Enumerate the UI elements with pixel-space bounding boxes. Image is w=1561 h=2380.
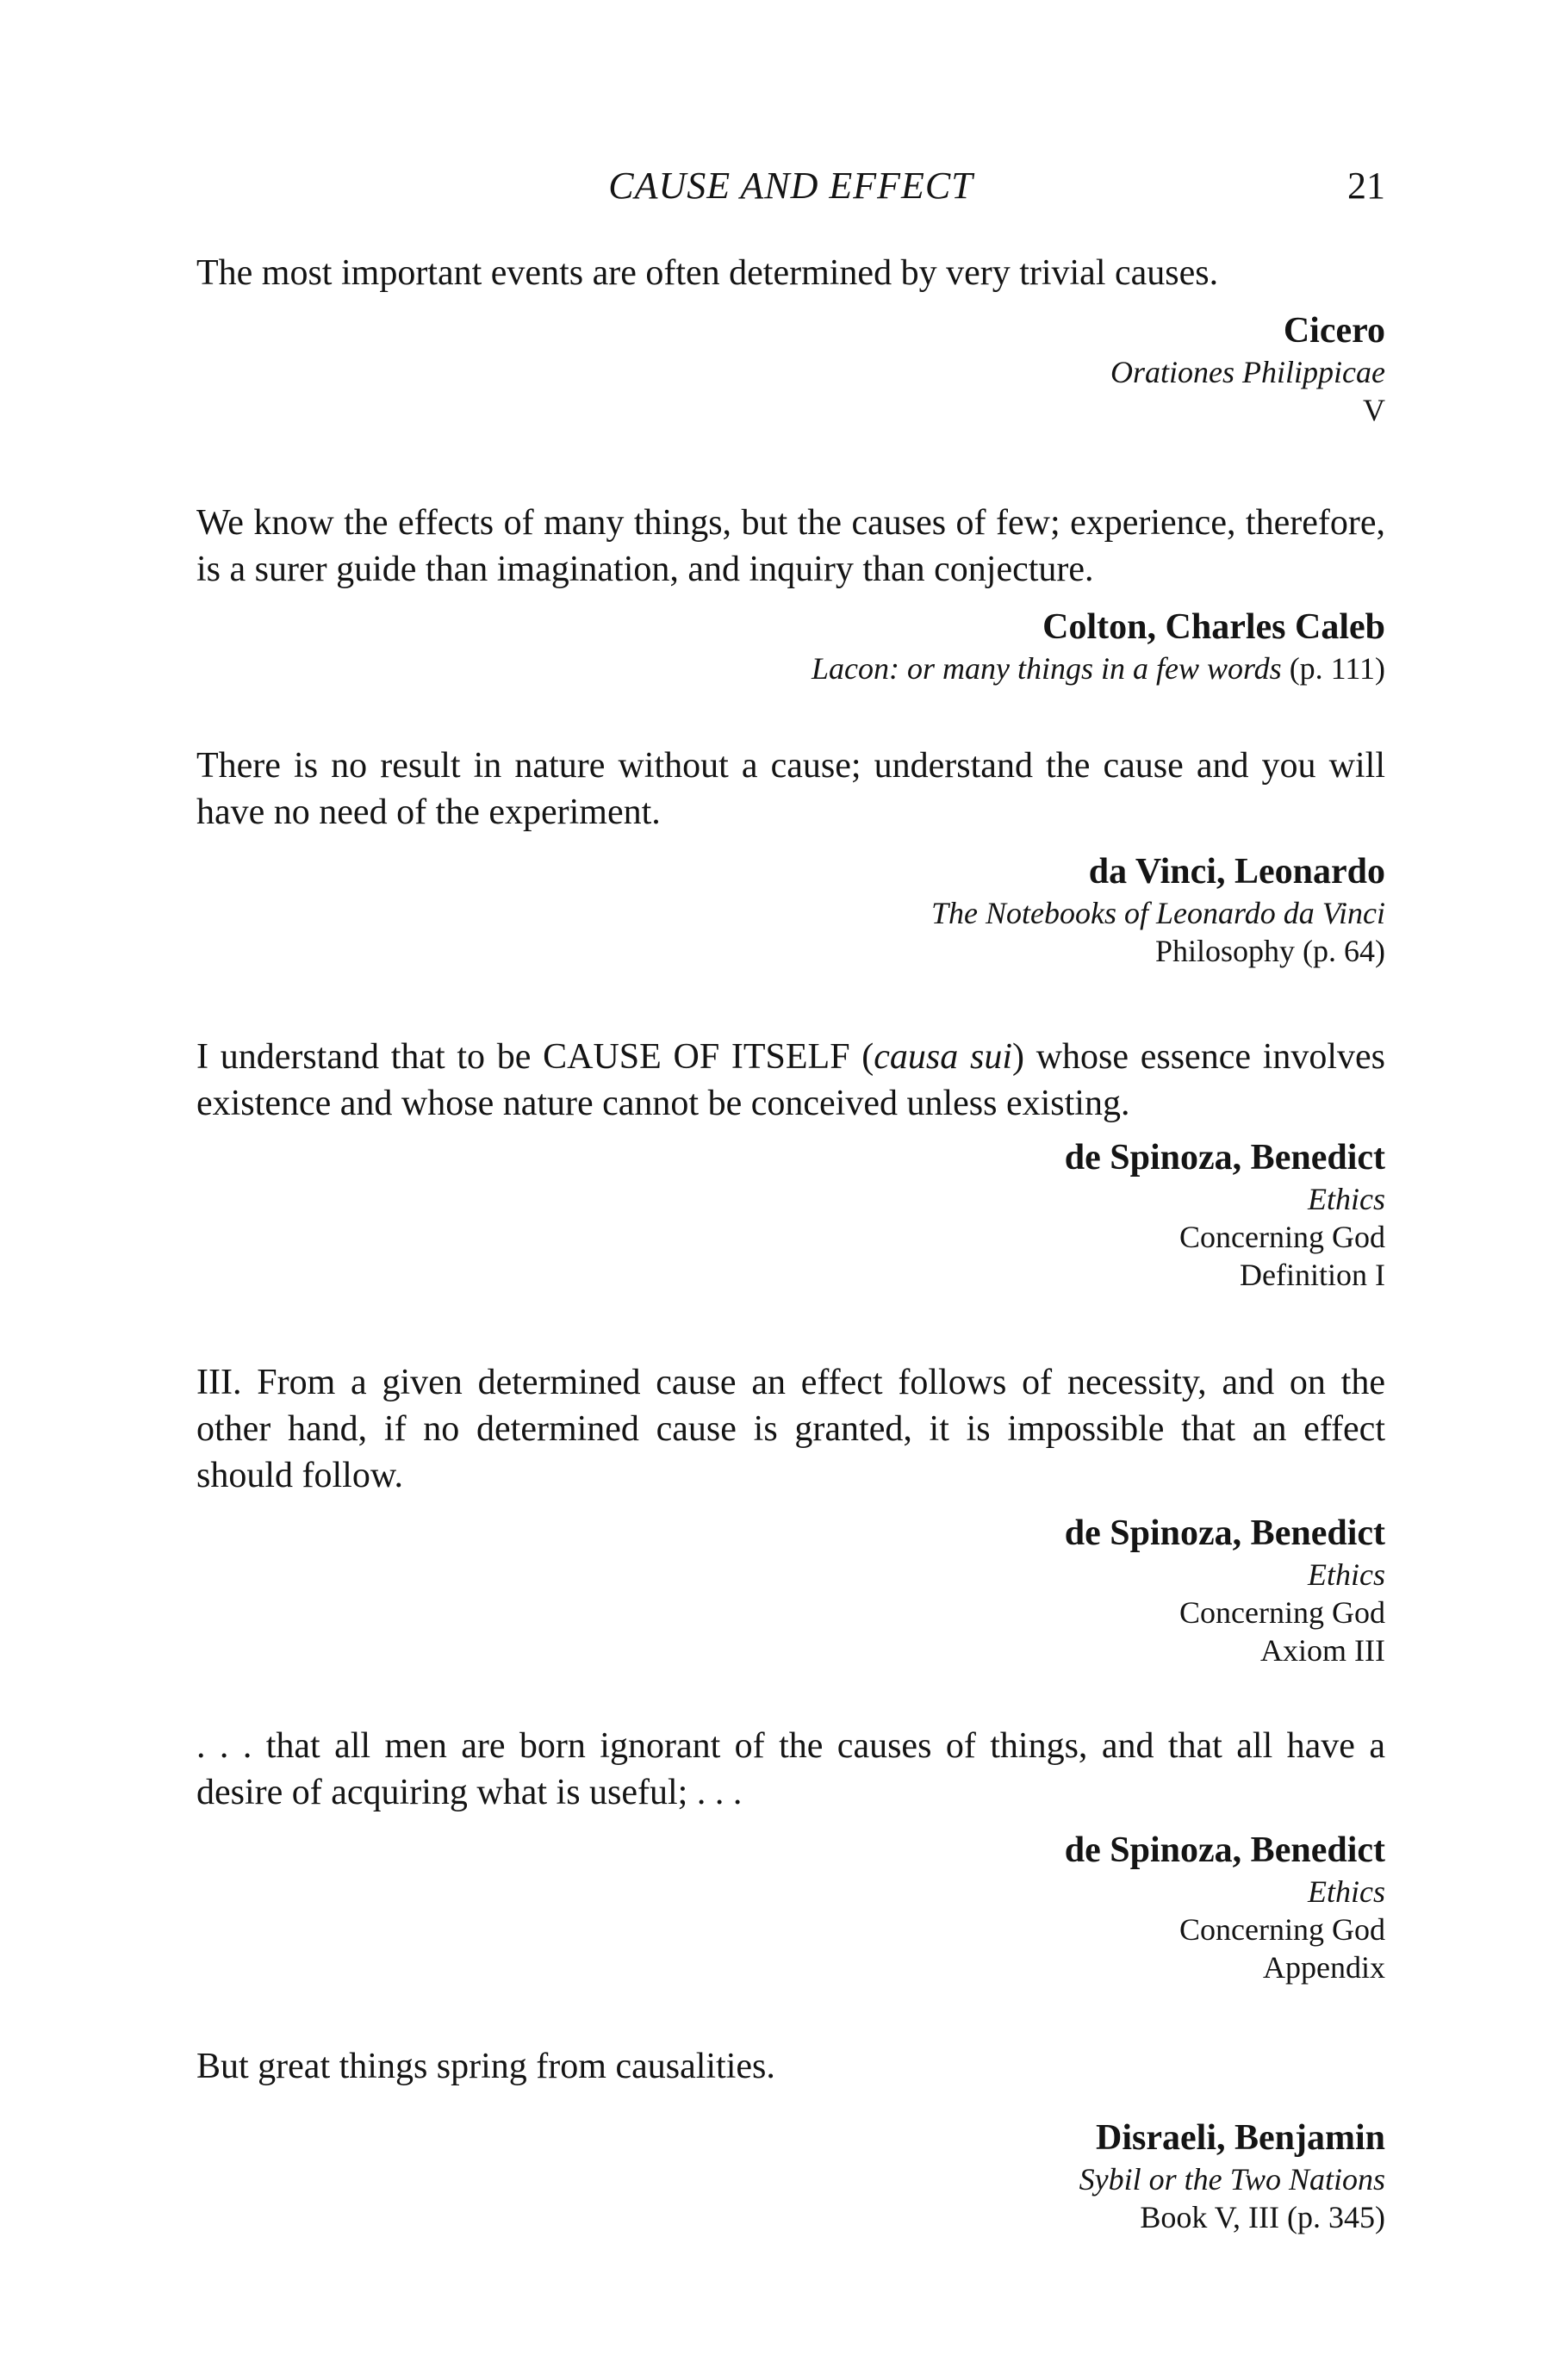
source-location: (p. 111) <box>1281 651 1385 686</box>
quote-text <box>196 1034 1385 1127</box>
quote-entry <box>196 500 1385 687</box>
source-location: Axiom III <box>1260 1633 1385 1668</box>
quote-text: . . . that all men are born ignorant of the causes of things, and that all have a desire of acquiring what is useful; . . . <box>196 1726 1385 1812</box>
running-head-title: CAUSE AND EFFECT <box>608 165 973 207</box>
attribution <box>196 1511 1385 1669</box>
quote-text-part: I understand that to be CAUSE OF ITSELF ( <box>196 1037 874 1077</box>
quote-entry <box>196 2043 1385 2236</box>
source-location: Definition I <box>1240 1258 1385 1292</box>
source-title: Ethics <box>1308 1874 1385 1909</box>
source-location: Book V, III (p. 345) <box>1140 2200 1385 2234</box>
quote-entry <box>196 1359 1385 1669</box>
attribution <box>196 2116 1385 2236</box>
quote-author: Disraeli, Benjamin <box>1096 2118 1385 2158</box>
quote-author: de Spinoza, Benedict <box>1064 1830 1385 1870</box>
quote-author: Cicero <box>1283 311 1385 351</box>
quote-entry <box>196 1034 1385 1294</box>
quote-author: de Spinoza, Benedict <box>1064 1138 1385 1178</box>
attribution <box>196 849 1385 970</box>
source-location: Philosophy (p. 64) <box>1154 934 1385 968</box>
source-title: Ethics <box>1308 1557 1385 1592</box>
quote-text: There is no result in nature without a cause; understand the cause and you will have no need of the experiment. <box>196 746 1385 832</box>
quote-author: Colton, Charles Caleb <box>1042 607 1385 647</box>
quote-author: de Spinoza, Benedict <box>1064 1513 1385 1553</box>
quote-text-italic: causa sui <box>874 1037 1012 1077</box>
source-section: Concerning God <box>1179 1912 1385 1947</box>
source-title: Ethics <box>1308 1182 1385 1216</box>
attribution <box>196 1828 1385 1986</box>
quote-author: da Vinci, Leonardo <box>1088 852 1385 892</box>
source-location: V <box>1363 393 1385 427</box>
quote-text: III. From a given determined cause an effect follows of necessity, and on the other hand, if no determined cause is granted, it is impossible that an effect should follow. <box>196 1363 1385 1495</box>
attribution <box>196 605 1385 687</box>
attribution <box>196 308 1385 429</box>
source-title: Lacon: or many things in a few words <box>812 651 1282 686</box>
source-location: Appendix <box>1263 1950 1385 1985</box>
quote-text: But great things spring from causalities. <box>196 2047 775 2086</box>
source-section: Concerning God <box>1179 1595 1385 1630</box>
quote-text: We know the effects of many things, but the causes of few; experience, therefore, is a surer guide than imagination, and inquiry than conjecture. <box>196 503 1385 589</box>
source-section: Concerning God <box>1179 1220 1385 1254</box>
attribution <box>196 1135 1385 1294</box>
running-header <box>196 164 1385 208</box>
quote-entry <box>196 743 1385 970</box>
source-line <box>196 649 1385 687</box>
quote-text-part: ) whose essence involves existence and whose nature cannot be conceived unless existing. <box>196 1037 1386 1123</box>
quote-text: The most important events are often determined by very trivial causes. <box>196 253 1219 293</box>
quote-entry <box>196 250 1385 429</box>
quote-entry <box>196 1723 1385 1986</box>
source-title: Sybil or the Two Nations <box>1079 2162 1385 2197</box>
page-number: 21 <box>1347 165 1385 207</box>
source-title: Orationes Philippicae <box>1110 355 1385 389</box>
source-title: The Notebooks of Leonardo da Vinci <box>931 896 1385 930</box>
